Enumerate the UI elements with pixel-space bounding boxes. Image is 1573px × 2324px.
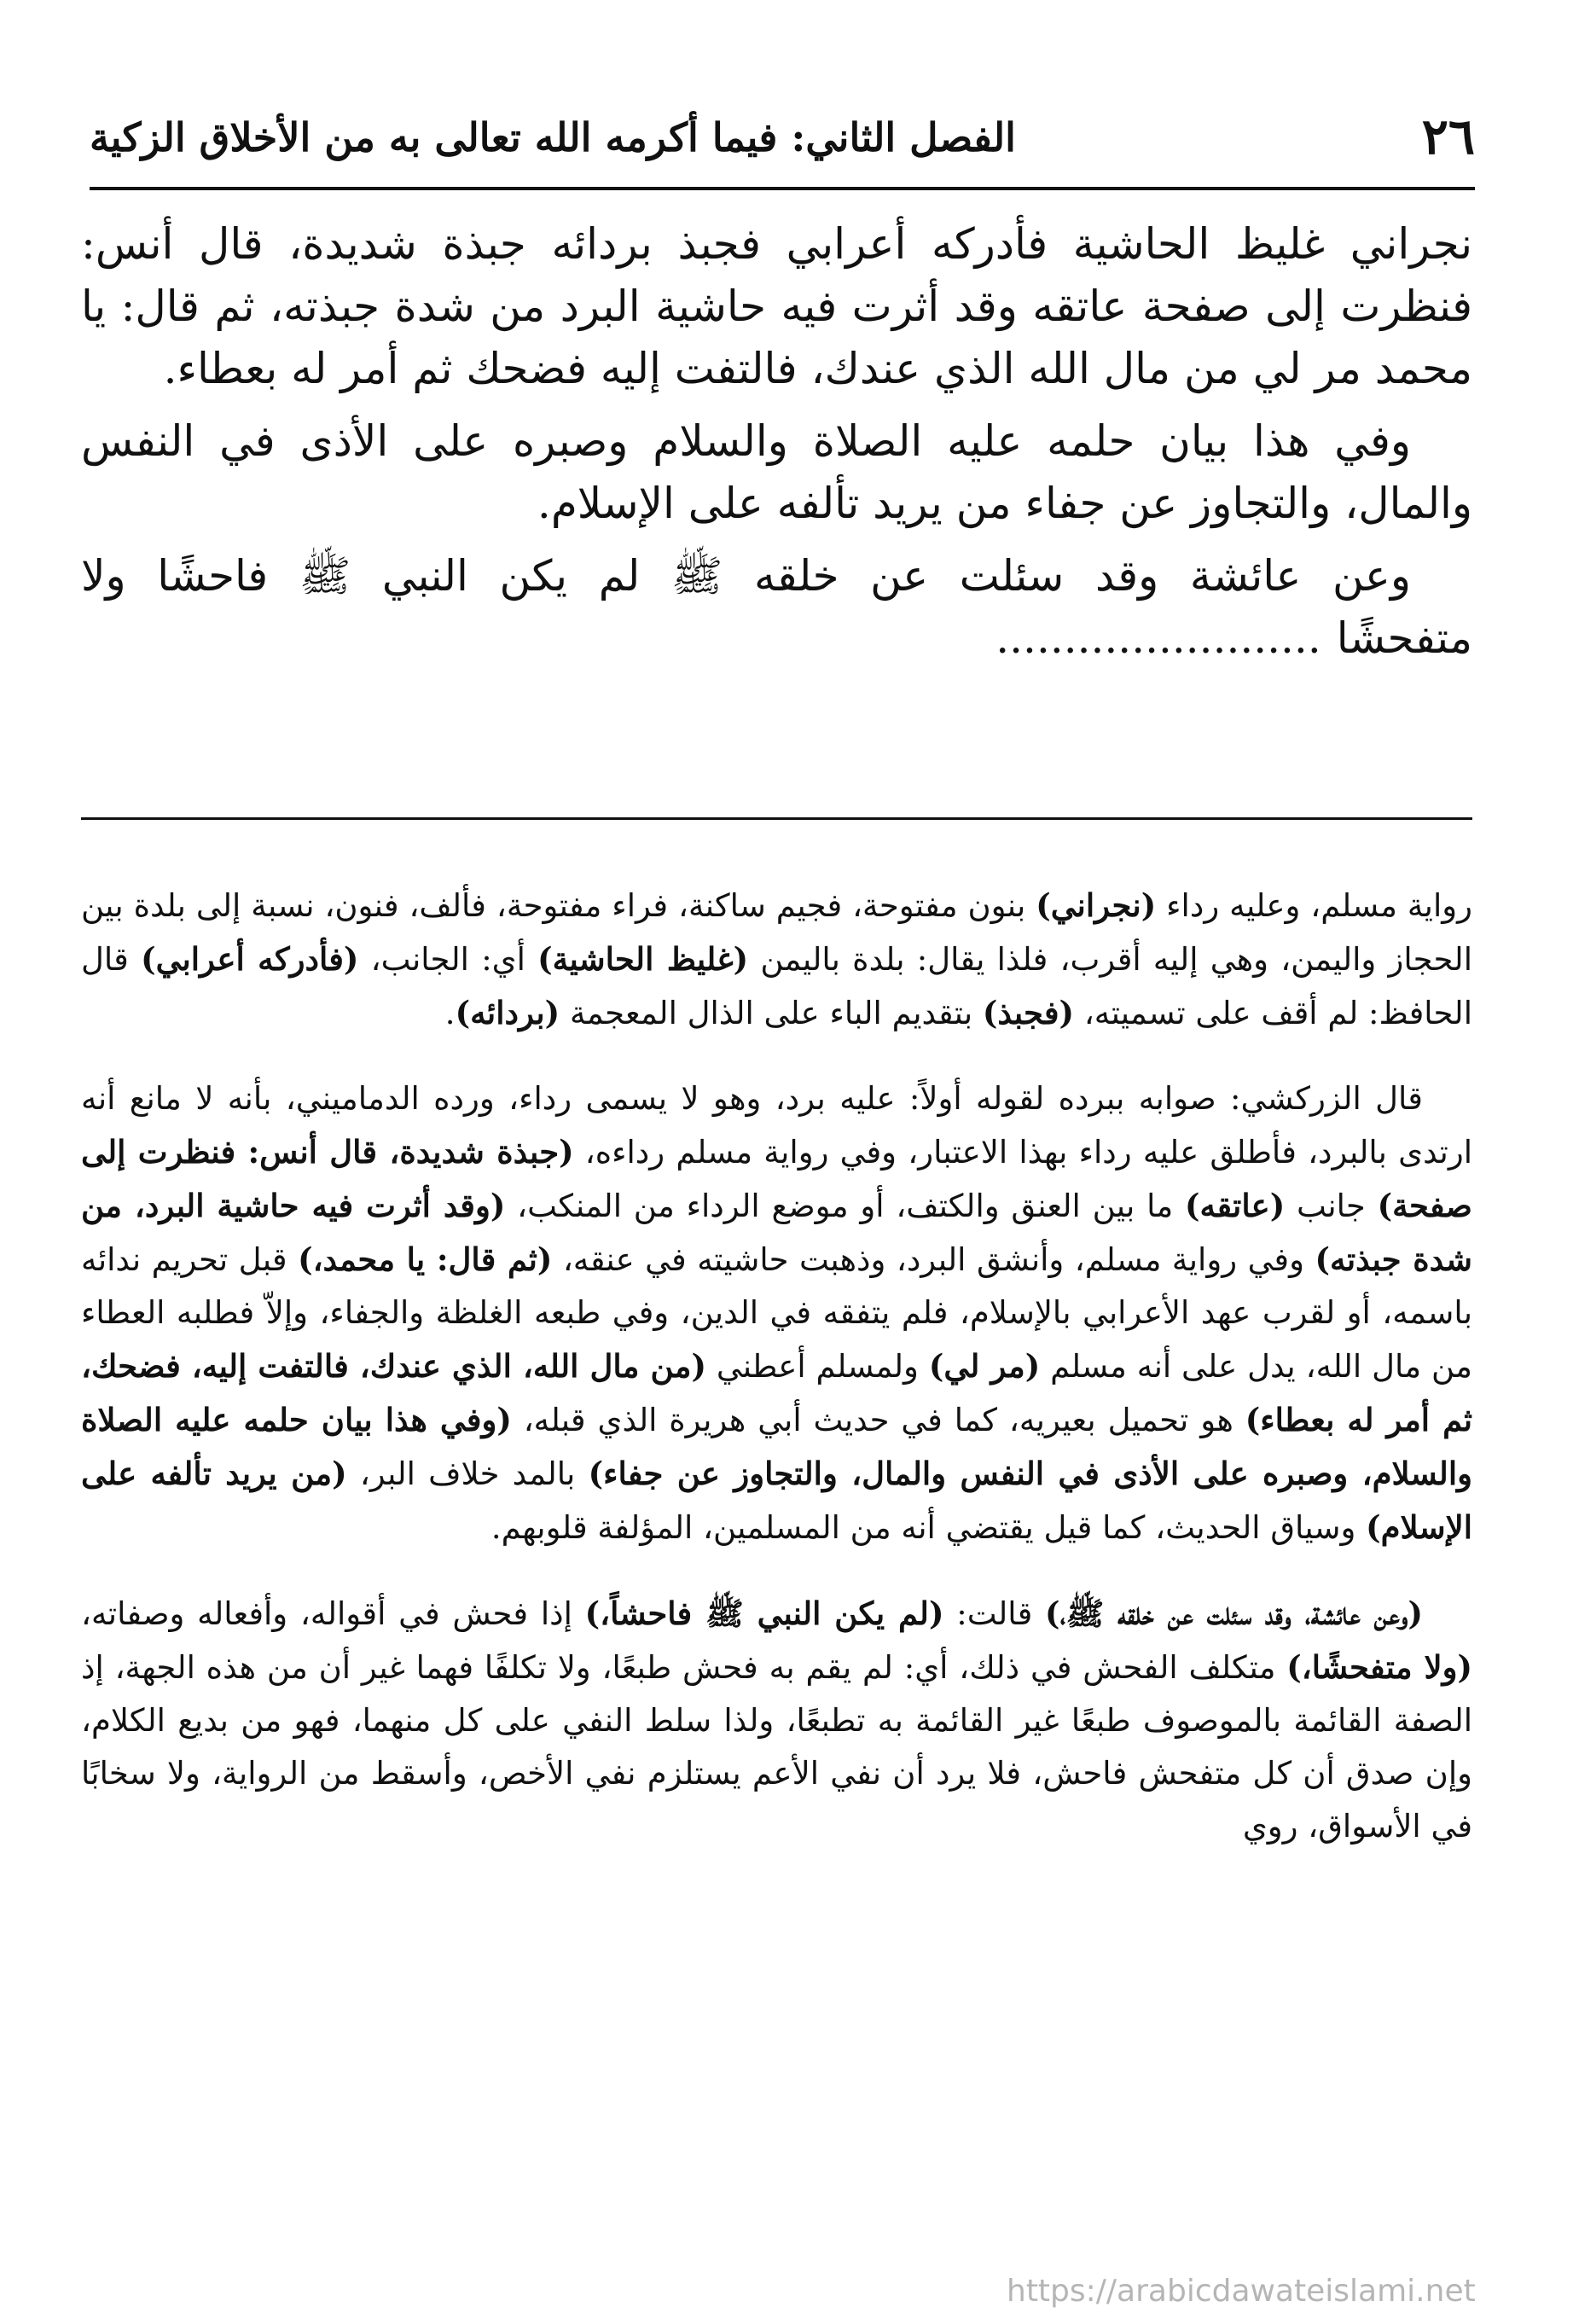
bold-quote-segment: (وعن عائشة، وقد سئلت عن خلقه ﷺ،) [1045, 1595, 1423, 1632]
text-segment: قال الحافظ: لم أقف على تسميته، [81, 941, 1472, 1031]
bold-quote-segment: (فأدركه أعرابي) [141, 940, 359, 978]
main-paragraph-3-text: وعن عائشة وقد سئلت عن خلقه ﷺ لم يكن النبي ﷺ فاحشًا ولا متفحشًا [81, 551, 1472, 663]
text-segment: بنون مفتوحة، فجيم ساكنة، فراء مفتوحة، فألف، فنون، نسبة إلى بلدة بين الحجاز واليمن، وهي إليه أقرب، فلذا يقال: بلدة باليمن [81, 887, 1472, 978]
bold-quote-segment: (من يريد تألفه على الإسلام) [81, 1455, 1472, 1546]
header-rule [90, 187, 1475, 190]
commentary-paragraph-3 [81, 1587, 1472, 1853]
bold-quote-segment: (ولا متفحشًا،) [1286, 1648, 1473, 1686]
bold-quote-segment: (فجبذ) [982, 994, 1075, 1031]
page-number: ٢٦ [1421, 107, 1475, 166]
text-segment: . [444, 995, 456, 1031]
main-text [81, 213, 1472, 680]
text-segment: رواية مسلم، وعليه رداء [1156, 887, 1472, 924]
text-segment: قبل تحريم ندائه باسمه، أو لقرب عهد الأعرابي بالإسلام، فلم يتفقه في الدين، وفي طبعه الغلظة والجفاء، وإلاّ فطلبه العطاء من مال الله، يدل على أنه مسلم [81, 1241, 1472, 1385]
text-segment: متكلف الفحش في ذلك، أي: لم يقم به فحش طبعًا، ولا تكلفًا فهما غير أن من هذه الجهة، إذ الصفة القائمة بالموصوف طبعًا غير القائمة به تطبعًا، ولذا سلط النفي على كل منهما، فهو من بديع الكلام، وإن صدق أن كل متفحش فاحش، فلا يرد أن نفي الأعم يستلزم نفي الأخص، وأسقط من الرواية، ولا سخابًا في الأسواق، روي [81, 1649, 1472, 1845]
text-segment: إذا فحش في أقواله، وأفعاله وصفاته، [81, 1595, 585, 1632]
main-paragraph-3 [81, 545, 1472, 670]
commentary-paragraph-2 [81, 1072, 1472, 1554]
text-segment: جانب [1285, 1188, 1378, 1224]
text-segment: بتقديم الباء على الذال المعجمة [560, 995, 983, 1031]
text-segment: بالمد خلاف البر، [346, 1455, 589, 1492]
bold-quote-segment: (نجراني) [1036, 886, 1157, 924]
text-segment: ما بين العنق والكتف، أو موضع الرداء من المنكب، [505, 1188, 1185, 1224]
text-segment: أي: الجانب، [358, 941, 538, 978]
text-segment: وسياق الحديث، كما قيل يقتضي أنه من المسلمين، المؤلفة قلوبهم. [490, 1509, 1367, 1546]
main-paragraph-2: وفي هذا بيان حلمه عليه الصلاة والسلام وصبره على الأذى في النفس والمال، والتجاوز عن جفاء من يريد تألفه على الإسلام. [81, 416, 1472, 528]
bold-quote-segment: (من مال الله، الذي عندك، فالتفت إليه، فضحك، ثم أمر له بعطاء) [81, 1347, 1472, 1438]
bold-quote-segment: (غليظ الحاشية) [537, 940, 749, 978]
text-segment: هو تحميل بعيريه، كما في حديث أبي هريرة الذي قبله، [511, 1402, 1245, 1438]
commentary [81, 879, 1472, 1885]
watermark-url: https://arabicdawateislami.net [1007, 2274, 1476, 2309]
bold-quote-segment: (مر لي) [928, 1347, 1041, 1385]
bold-quote-segment: (وقد أثرت فيه حاشية البرد، من شدة جبذته) [81, 1187, 1473, 1278]
bold-quote-segment: (لم يكن النبي ﷺ فاحشاً،) [584, 1595, 944, 1632]
main-paragraph-1: نجراني غليظ الحاشية فأدركه أعرابي فجبذ بردائه جبذة شديدة، قال أنس: فنظرت إلى صفحة عاتقه وقد أثرت فيه حاشية البرد من شدة جبذته، ثم قال: يا محمد مر لي من مال الله الذي عندك، فالتفت إليه فضحك ثم أمر له بعطاء. [81, 219, 1473, 393]
chapter-title: الفصل الثاني: فيما أكرمه الله تعالى به من الأخلاق الزكية [90, 114, 1016, 160]
bold-quote-segment: (عاتقه) [1184, 1187, 1286, 1224]
text-segment: ولمسلم أعطني [705, 1348, 929, 1385]
bold-quote-segment: (بردائه) [455, 994, 560, 1031]
bold-quote-segment: (ثم قال: يا محمد،) [298, 1240, 553, 1278]
text-segment: قالت: [943, 1595, 1046, 1632]
text-segment: قال الزركشي: صوابه ببرده لقوله أولاً: عليه برد، وهو لا يسمى رداء، ورده الدماميني، بأنه لا مانع أنه ارتدى بالبرد، فأطلق عليه رداء بهذا الاعتبار، وفي رواية مسلم رداءه، [81, 1080, 1472, 1171]
page-header [90, 101, 1475, 190]
continuation-dots: ........................ [995, 613, 1321, 663]
footnote-divider [81, 817, 1472, 820]
bold-quote-segment: (جبذة شديدة، قال أنس: فنظرت إلى صفحة) [81, 1133, 1472, 1224]
commentary-paragraph-1 [81, 879, 1472, 1040]
bold-quote-segment: (وفي هذا بيان حلمه عليه الصلاة والسلام، وصبره على الأذى في النفس والمال، والتجاوز عن جفاء) [81, 1401, 1472, 1492]
text-segment: وفي رواية مسلم، وأنشق البرد، وذهبت حاشيته في عنقه، [552, 1241, 1315, 1278]
